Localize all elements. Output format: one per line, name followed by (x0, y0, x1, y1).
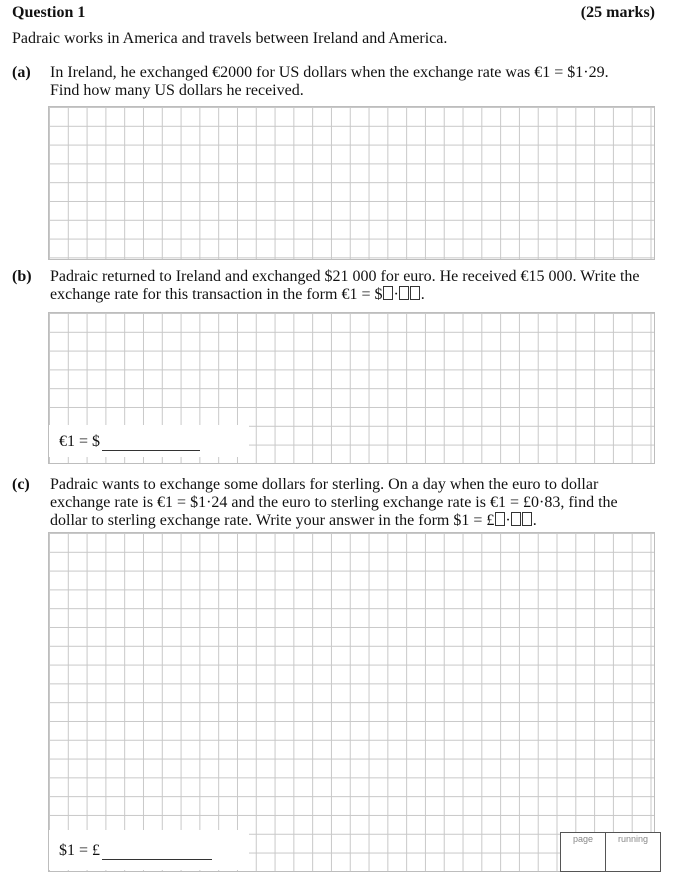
part-c-line-3: dollar to sterling exchange rate. Write your answer in the form $1 = £ · . (50, 512, 537, 529)
part-c-answer-box (49, 830, 249, 870)
digit-box-icon (410, 286, 420, 300)
part-a-answer-grid[interactable] (48, 106, 655, 260)
part-c-line-1: Padraic wants to exchange some dollars for sterling. On a day when the euro to dollar (50, 476, 599, 493)
part-b-text (50, 268, 660, 304)
page-cell (561, 833, 606, 871)
part-a-line-1: In Ireland, he exchanged €2000 for US dollars when the exchange rate was €1 = $1·29. (50, 64, 609, 81)
part-c-line-2: exchange rate is €1 = $1·24 and the euro to sterling exchange rate is €1 = £0·83, find the (50, 494, 618, 511)
question-title: Question 1 (12, 4, 86, 21)
part-c-answer-line[interactable] (102, 843, 212, 860)
part-c-line-3-text: dollar to sterling exchange rate. Write your answer in the form $1 = £ (50, 512, 495, 529)
question-intro: Padraic works in America and travels between Ireland and America. (12, 30, 448, 47)
part-b-answer-prefix: €1 = $ (59, 433, 101, 450)
page-running-box (560, 832, 661, 872)
part-c-text (50, 476, 660, 530)
part-c-answer-grid[interactable] (48, 532, 655, 872)
digit-box-icon (399, 286, 409, 300)
part-a-text (50, 64, 660, 100)
part-c-label: (c) (12, 476, 30, 493)
running-label: running (617, 834, 649, 844)
page-label: page (572, 834, 594, 844)
part-b-answer-line[interactable] (102, 434, 200, 451)
part-b-label: (b) (12, 268, 32, 285)
part-b-line-2-text: exchange rate for this transaction in the form €1 = $ (50, 286, 383, 303)
digit-box-icon (383, 286, 393, 300)
part-b-line-2: exchange rate for this transaction in the form €1 = $ · . (50, 286, 425, 303)
part-b-answer-box (49, 425, 249, 457)
digit-box-icon (522, 512, 532, 526)
part-a-label: (a) (12, 64, 31, 81)
part-b-line-1: Padraic returned to Ireland and exchanged $21 000 for euro. He received €15 000. Write the (50, 268, 640, 285)
digit-box-icon (495, 512, 505, 526)
part-a-line-2: Find how many US dollars he received. (50, 82, 304, 99)
question-marks: (25 marks) (580, 4, 655, 21)
digit-box-icon (511, 512, 521, 526)
part-c-answer-prefix: $1 = £ (59, 842, 101, 859)
running-cell (606, 833, 660, 871)
